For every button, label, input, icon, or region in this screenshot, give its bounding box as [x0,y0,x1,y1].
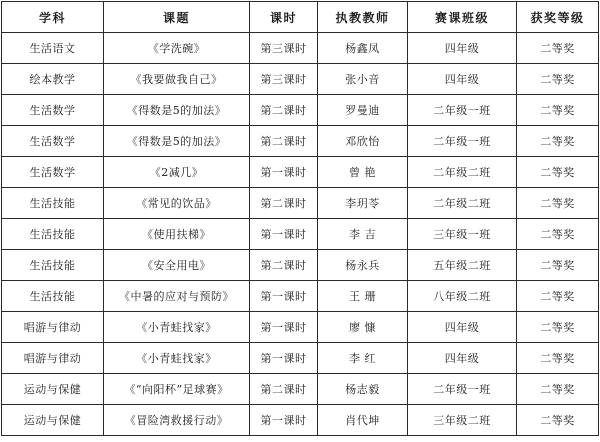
award-cell: 二等奖 [517,343,599,374]
table-row [2,312,599,343]
subject-cell: 生活技能 [2,281,104,312]
period-cell: 第二课时 [250,374,318,405]
class-cell: 四年级 [408,33,517,64]
topic-cell: 《中暑的应对与预防》 [104,281,250,312]
teacher-cell: 李 吉 [318,219,408,250]
topic-cell: 《得数是5的加法》 [104,95,250,126]
class-cell: 二年级二班 [408,157,517,188]
subject-cell: 生活技能 [2,219,104,250]
topic-cell: 《“向阳杯”足球赛》 [104,374,250,405]
teacher-cell: 杨鑫凤 [318,33,408,64]
teacher-cell: 曾 艳 [318,157,408,188]
table-row [2,126,599,157]
header-subject: 学科 [2,2,104,33]
period-cell: 第二课时 [250,188,318,219]
table-row [2,95,599,126]
topic-cell: 《小青蛙找家》 [104,312,250,343]
subject-cell: 生活数学 [2,95,104,126]
teacher-cell: 李玥苓 [318,188,408,219]
teacher-cell: 罗曼迪 [318,95,408,126]
period-cell: 第二课时 [250,126,318,157]
topic-cell: 《2减几》 [104,157,250,188]
topic-cell: 《我要做我自己》 [104,64,250,95]
table-row [2,157,599,188]
teacher-cell: 张小音 [318,64,408,95]
class-cell: 五年级二班 [408,250,517,281]
class-cell: 四年级 [408,64,517,95]
topic-cell: 《冒险湾救援行动》 [104,405,250,436]
award-cell: 二等奖 [517,33,599,64]
award-cell: 二等奖 [517,157,599,188]
award-cell: 二等奖 [517,405,599,436]
header-row [2,2,599,33]
table-row [2,250,599,281]
teacher-cell: 邓欣怡 [318,126,408,157]
table-row [2,219,599,250]
period-cell: 第三课时 [250,64,318,95]
table-header [2,2,599,33]
award-cell: 二等奖 [517,281,599,312]
period-cell: 第一课时 [250,405,318,436]
header-topic: 课题 [104,2,250,33]
class-cell: 二年级一班 [408,126,517,157]
period-cell: 第二课时 [250,250,318,281]
class-cell: 二年级二班 [408,188,517,219]
subject-cell: 唱游与律动 [2,312,104,343]
subject-cell: 生活技能 [2,188,104,219]
topic-cell: 《小青蛙找家》 [104,343,250,374]
teacher-cell: 廖 慷 [318,312,408,343]
subject-cell: 生活语文 [2,33,104,64]
subject-cell: 运动与保健 [2,405,104,436]
subject-cell: 生活数学 [2,126,104,157]
topic-cell: 《得数是5的加法》 [104,126,250,157]
teacher-cell: 肖代坤 [318,405,408,436]
class-cell: 二年级一班 [408,95,517,126]
table-row [2,405,599,436]
award-results-table [1,1,599,436]
table-row [2,374,599,405]
teacher-cell: 李 红 [318,343,408,374]
header-period: 课时 [250,2,318,33]
class-cell: 二年级一班 [408,374,517,405]
class-cell: 四年级 [408,343,517,374]
award-cell: 二等奖 [517,219,599,250]
award-cell: 二等奖 [517,250,599,281]
topic-cell: 《安全用电》 [104,250,250,281]
award-cell: 二等奖 [517,64,599,95]
award-cell: 二等奖 [517,188,599,219]
award-cell: 二等奖 [517,374,599,405]
subject-cell: 生活数学 [2,157,104,188]
table-row [2,281,599,312]
class-cell: 四年级 [408,312,517,343]
award-cell: 二等奖 [517,312,599,343]
class-cell: 八年级二班 [408,281,517,312]
table-row [2,33,599,64]
subject-cell: 唱游与律动 [2,343,104,374]
teacher-cell: 杨志毅 [318,374,408,405]
period-cell: 第一课时 [250,157,318,188]
period-cell: 第一课时 [250,343,318,374]
table-row [2,64,599,95]
header-teacher: 执教教师 [318,2,408,33]
teacher-cell: 王 珊 [318,281,408,312]
subject-cell: 生活技能 [2,250,104,281]
topic-cell: 《学洗碗》 [104,33,250,64]
period-cell: 第三课时 [250,33,318,64]
subject-cell: 运动与保健 [2,374,104,405]
table-body [2,33,599,436]
period-cell: 第一课时 [250,219,318,250]
header-class: 赛课班级 [408,2,517,33]
topic-cell: 《常见的饮品》 [104,188,250,219]
teacher-cell: 杨永兵 [318,250,408,281]
award-cell: 二等奖 [517,126,599,157]
period-cell: 第二课时 [250,95,318,126]
class-cell: 三年级二班 [408,405,517,436]
table-row [2,343,599,374]
header-award: 获奖等级 [517,2,599,33]
award-table-sheet [1,1,598,440]
period-cell: 第一课时 [250,281,318,312]
period-cell: 第一课时 [250,312,318,343]
class-cell: 三年级一班 [408,219,517,250]
subject-cell: 绘本教学 [2,64,104,95]
award-cell: 二等奖 [517,95,599,126]
table-row [2,188,599,219]
topic-cell: 《使用扶梯》 [104,219,250,250]
